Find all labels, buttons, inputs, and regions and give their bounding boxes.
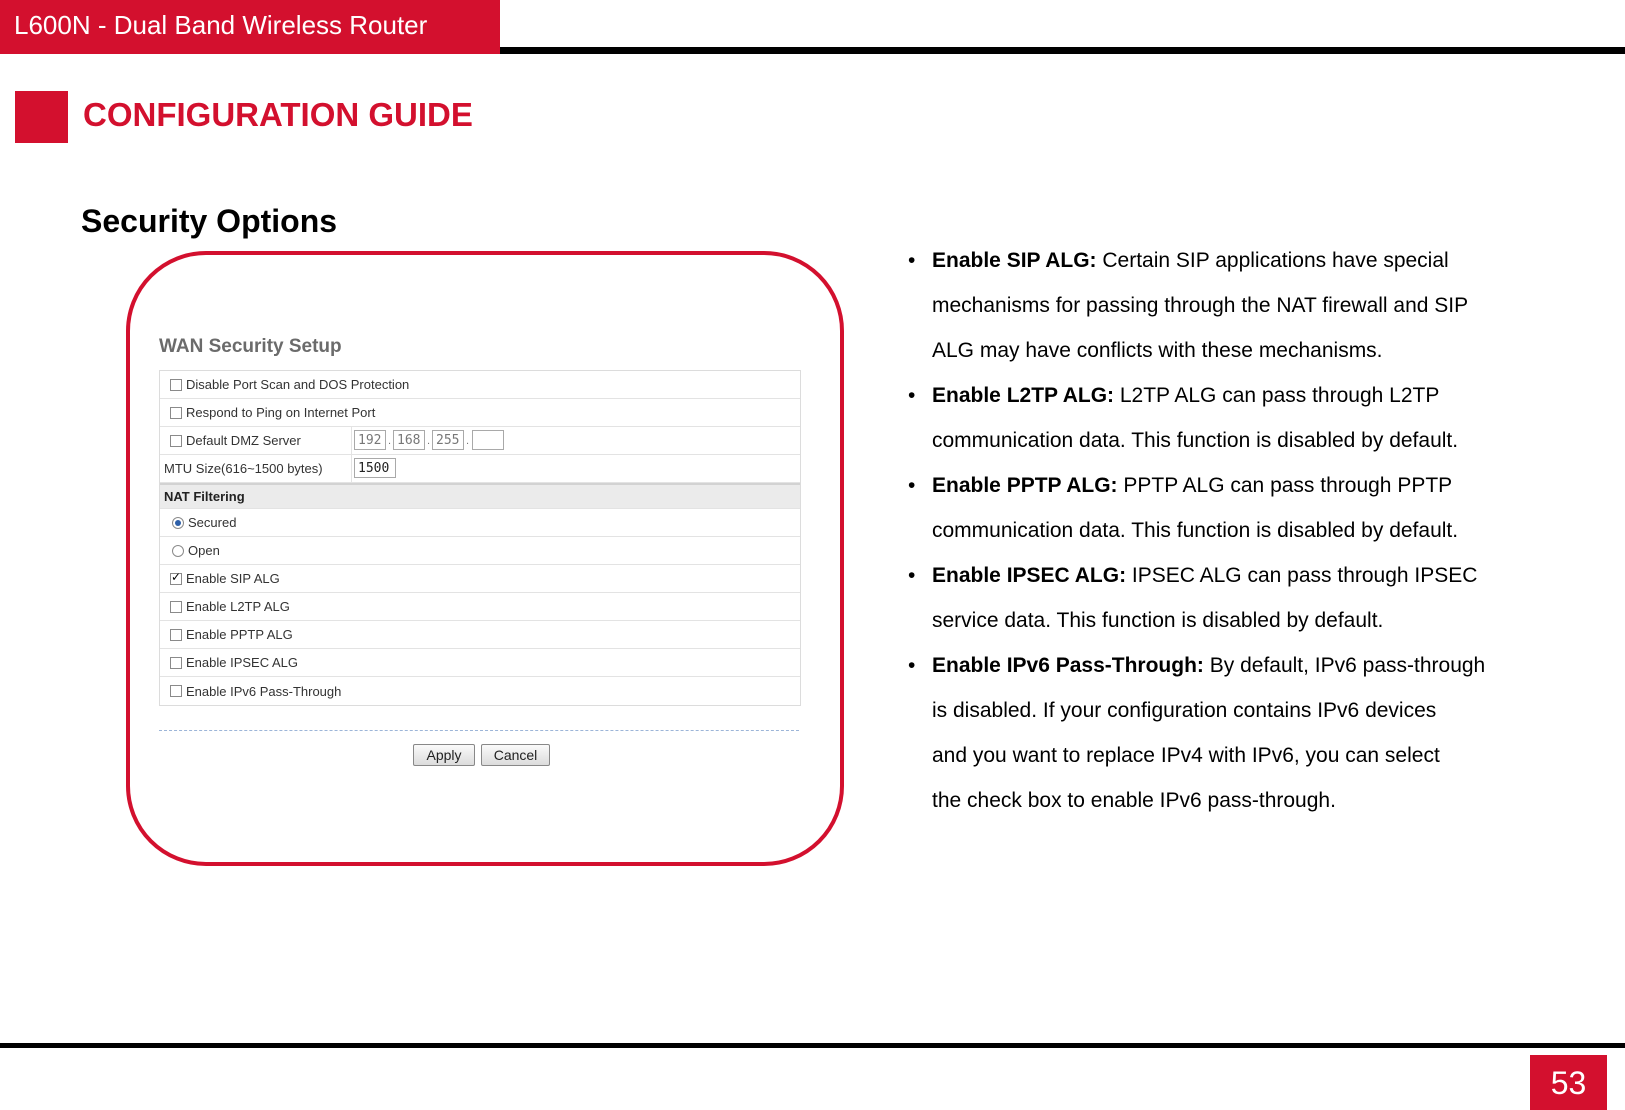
nat-open-radio[interactable] <box>172 545 184 557</box>
ping-checkbox[interactable] <box>170 407 182 419</box>
bullet-text: communication data. This function is disabled by default. <box>932 519 1459 542</box>
bullet-icon: • <box>908 249 916 272</box>
bullet-text: Certain SIP applications have special <box>1096 249 1449 272</box>
header-rule <box>500 47 1625 54</box>
nat-heading: NAT Filtering <box>164 489 245 504</box>
nat-heading-row <box>160 483 800 509</box>
bullet-text: PPTP ALG can pass through PPTP <box>1117 474 1453 497</box>
bullet-list <box>908 238 1572 823</box>
table-row <box>160 677 800 705</box>
bullet-term: Enable IPSEC ALG: <box>932 564 1127 587</box>
apply-button[interactable]: Apply <box>413 744 475 766</box>
bullet-text: communication data. This function is disabled by default. <box>932 429 1459 452</box>
header-tab <box>0 0 500 54</box>
bullet-term: Enable PPTP ALG: <box>932 474 1118 497</box>
table-row <box>160 455 800 483</box>
list-item <box>908 373 1572 463</box>
column-divider <box>351 427 352 454</box>
header-title: L600N - Dual Band Wireless Router <box>14 10 428 40</box>
l2tp-alg-label: Enable L2TP ALG <box>186 599 290 614</box>
page-number-badge <box>1530 1055 1607 1110</box>
bullet-icon: • <box>908 384 916 407</box>
port-scan-label: Disable Port Scan and DOS Protection <box>186 377 410 392</box>
bullet-text: is disabled. If your configuration contains IPv6 devices <box>932 699 1437 722</box>
ip-dot: . <box>466 435 470 447</box>
dmz-ip-octet-4[interactable] <box>472 430 504 450</box>
dmz-ip-octet-2[interactable]: 168 <box>393 430 425 450</box>
bullet-icon: • <box>908 474 916 497</box>
table-row <box>160 427 800 455</box>
port-scan-checkbox[interactable] <box>170 379 182 391</box>
table-row <box>160 649 800 677</box>
list-item <box>908 553 1572 643</box>
ipv6-passthrough-checkbox[interactable] <box>170 685 182 697</box>
ip-dot: . <box>388 435 392 447</box>
dmz-checkbox[interactable] <box>170 435 182 447</box>
settings-table <box>159 370 801 706</box>
l2tp-alg-checkbox[interactable] <box>170 601 182 613</box>
ipsec-alg-label: Enable IPSEC ALG <box>186 655 299 670</box>
divider <box>159 730 799 731</box>
table-row <box>160 593 800 621</box>
table-row <box>160 565 800 593</box>
footer-rule <box>0 1043 1625 1048</box>
bullet-text: ALG may have conflicts with these mechanisms. <box>932 339 1383 362</box>
column-divider <box>351 455 352 482</box>
ping-label: Respond to Ping on Internet Port <box>186 405 376 420</box>
list-item <box>908 643 1572 823</box>
dmz-label: Default DMZ Server <box>186 433 301 448</box>
table-row <box>160 509 800 537</box>
list-item <box>908 238 1572 373</box>
wan-security-panel <box>158 334 812 776</box>
nat-secured-label: Secured <box>188 515 237 530</box>
bullet-text: L2TP ALG can pass through L2TP <box>1114 384 1440 407</box>
table-row <box>160 371 800 399</box>
list-item <box>908 463 1572 553</box>
nat-open-label: Open <box>188 543 220 558</box>
bullet-term: Enable L2TP ALG: <box>932 384 1115 407</box>
ip-dot: . <box>427 435 431 447</box>
bullet-text: mechanisms for passing through the NAT firewall and SIP <box>932 294 1469 317</box>
bullet-text: service data. This function is disabled by default. <box>932 609 1384 632</box>
bullet-text: IPSEC ALG can pass through IPSEC <box>1126 564 1478 587</box>
mtu-input[interactable]: 1500 <box>354 458 396 478</box>
bullet-term: Enable IPv6 Pass-Through: <box>932 654 1204 677</box>
bullet-text: and you want to replace IPv4 with IPv6, you can select <box>932 744 1440 767</box>
dmz-ip-octet-3[interactable]: 255 <box>432 430 464 450</box>
bullet-term: Enable SIP ALG: <box>932 249 1097 272</box>
dmz-ip-octet-1[interactable]: 192 <box>354 430 386 450</box>
pptp-alg-label: Enable PPTP ALG <box>186 627 293 642</box>
cancel-button[interactable]: Cancel <box>481 744 550 766</box>
ipv6-passthrough-label: Enable IPv6 Pass-Through <box>186 683 342 699</box>
sip-alg-label: Enable SIP ALG <box>186 571 280 586</box>
sip-alg-checkbox[interactable] <box>170 573 182 585</box>
mtu-label: MTU Size(616~1500 bytes) <box>164 461 323 476</box>
ipsec-alg-checkbox[interactable] <box>170 657 182 669</box>
nat-secured-radio[interactable] <box>172 517 184 529</box>
table-row <box>160 537 800 565</box>
section-title: Security Options <box>81 203 338 239</box>
bullet-icon: • <box>908 564 916 587</box>
bullet-icon: • <box>908 654 916 677</box>
page-number: 53 <box>1550 1065 1587 1101</box>
bullet-text: By default, IPv6 pass-through <box>1203 654 1486 677</box>
guide-marker <box>15 91 68 143</box>
guide-title: CONFIGURATION GUIDE <box>83 96 473 133</box>
pptp-alg-checkbox[interactable] <box>170 629 182 641</box>
panel-title: WAN Security Setup <box>159 336 342 357</box>
bullet-text: the check box to enable IPv6 pass-through. <box>932 789 1336 812</box>
table-row <box>160 621 800 649</box>
table-row <box>160 399 800 427</box>
